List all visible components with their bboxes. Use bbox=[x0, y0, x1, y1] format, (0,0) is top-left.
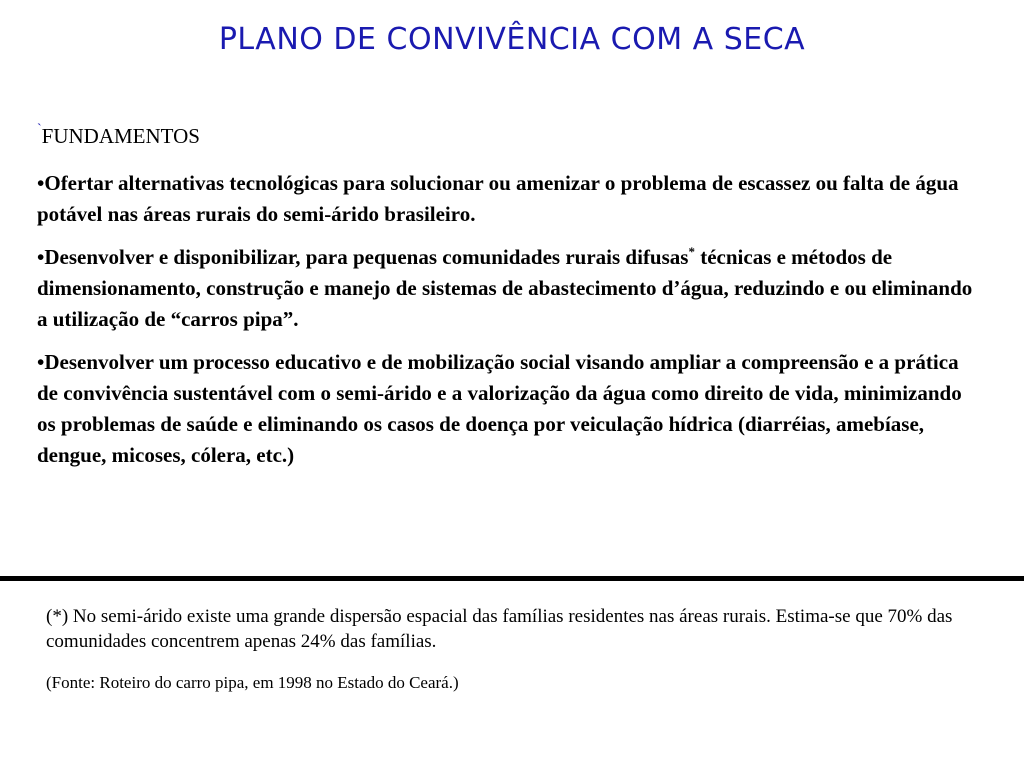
bullet-text: Desenvolver e disponibilizar, para pequenas comunidades rurais difusas bbox=[44, 245, 689, 269]
slide-title: PLANO DE CONVIVÊNCIA COM A SECA bbox=[218, 22, 806, 57]
bullet-text: Desenvolver um processo educativo e de mobilização social visando ampliar a compreensão e a prática de convivência sustentável com o semi-árido e a valorização da água como direito de vida, minimizando os problemas de saúde e eliminando os casos de doença por veiculação hídrica (diarréias, amebíase, dengue, micoses, cólera, etc.) bbox=[37, 350, 962, 467]
bullet-marker: • bbox=[37, 350, 45, 374]
bullet-marker: • bbox=[37, 171, 45, 195]
footnote-text: (*) No semi-árido existe uma grande dispersão espacial das famílias residentes nas áreas rurais. Estima-se que 70% das comunidades concentrem apenas 24% das famílias. bbox=[46, 606, 953, 652]
footnote-divider bbox=[0, 576, 1024, 581]
bullet-text: Ofertar alternativas tecnológicas para solucionar ou amenizar o problema de escassez ou falta de água potável nas áreas rurais do semi-árido brasileiro. bbox=[37, 171, 959, 226]
section-heading-label: FUNDAMENTOS bbox=[41, 124, 200, 148]
section-heading bbox=[37, 124, 200, 149]
bullet-item bbox=[37, 242, 977, 335]
bullet-item bbox=[37, 168, 977, 230]
bullet-item bbox=[37, 347, 977, 471]
bullet-marker: • bbox=[37, 245, 45, 269]
heading-mark: ` bbox=[37, 122, 42, 137]
source-citation: (Fonte: Roteiro do carro pipa, em 1998 no Estado do Ceará.) bbox=[46, 673, 459, 692]
bullet-text-continued: técnicas e métodos de dimensionamento, construção e manejo de sistemas de abastecimento d’água, reduzindo e ou eliminando a utilização de “carros pipa”. bbox=[37, 245, 973, 331]
bullet-list bbox=[37, 168, 977, 483]
footnote-asterisk: * bbox=[688, 244, 695, 259]
